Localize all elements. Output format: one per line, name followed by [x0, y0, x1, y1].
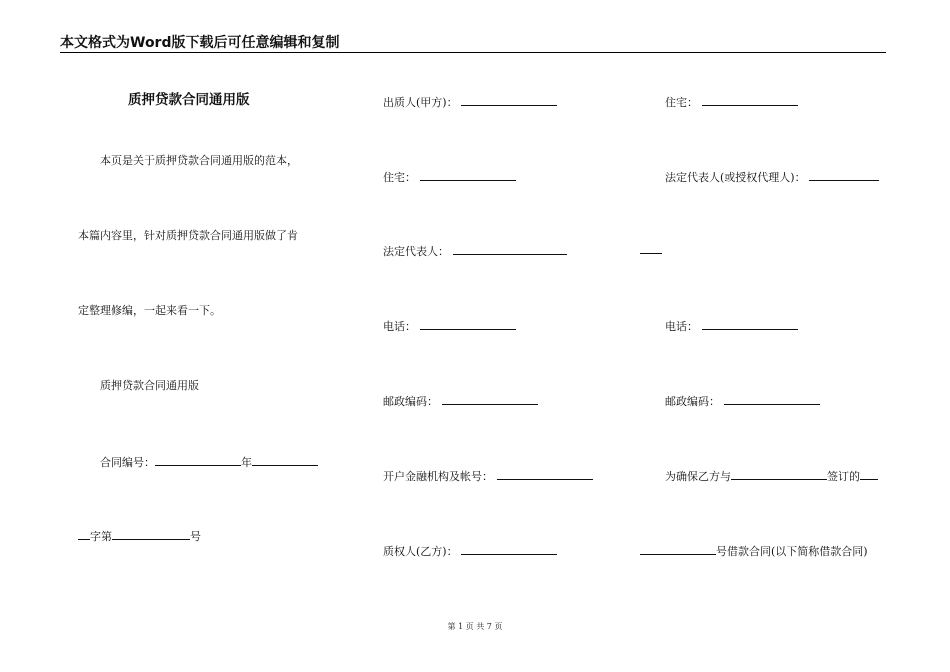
pledgee-postcode-label: 邮政编码： — [665, 395, 720, 408]
pledgor-legal-rep-row — [383, 243, 567, 259]
pledgee-residence-row — [665, 94, 798, 110]
pledgor-phone-blank — [420, 318, 516, 330]
page-number: 第 1 页 共 7 页 — [447, 622, 503, 631]
document-header: 本文格式为Word版下载后可任意编辑和复制 — [60, 35, 340, 51]
pledgor-blank — [461, 94, 557, 106]
pledgee-label: 质权人(乙方)： — [383, 545, 458, 558]
pledgee-phone-label: 电话： — [665, 320, 698, 333]
pledgor-phone-row — [383, 318, 516, 334]
pledgor-postcode-label: 邮政编码： — [383, 395, 438, 408]
ensure-clause-row — [665, 468, 878, 484]
pledgor-postcode-blank — [442, 393, 538, 405]
pledgee-residence-blank — [702, 94, 798, 106]
pledgor-postcode-row — [383, 393, 538, 409]
year-blank — [252, 454, 318, 466]
zi-di-blank — [112, 528, 190, 540]
pledgor-row — [383, 94, 557, 110]
ensure-suffix: 签订的 — [827, 470, 860, 483]
intro-line-2: 本篇内容里，针对质押贷款合同通用版做了肯 — [78, 229, 298, 242]
pledgee-blank — [461, 543, 557, 555]
pledgee-postcode-row — [665, 393, 820, 409]
pledgor-label: 出质人(甲方)： — [383, 96, 458, 109]
document-title: 质押贷款合同通用版 — [128, 92, 250, 108]
loan-contract-number-blank — [640, 543, 716, 555]
pledgee-legal-rep-row — [665, 169, 879, 185]
pledgee-phone-blank — [702, 318, 798, 330]
ensure-party-blank — [731, 468, 827, 480]
loan-contract-row — [640, 543, 868, 559]
pledgor-residence-row — [383, 169, 516, 185]
contract-number-blank — [155, 454, 241, 466]
ensure-tail-blank — [860, 468, 878, 480]
pledgor-bank-label: 开户金融机构及帐号： — [383, 470, 493, 483]
pledgor-residence-label: 住宅： — [383, 171, 416, 184]
pledgor-legal-rep-blank — [453, 243, 567, 255]
pledgee-row — [383, 543, 557, 559]
pledgor-bank-blank — [497, 468, 593, 480]
continuation-blank — [640, 253, 662, 254]
contract-number-row — [100, 454, 318, 470]
pledgor-legal-rep-label: 法定代表人： — [383, 245, 449, 258]
header-divider — [60, 52, 886, 53]
pledgee-residence-label: 住宅： — [665, 96, 698, 109]
pledgee-phone-row — [665, 318, 798, 334]
contract-number-label: 合同编号： — [100, 456, 155, 469]
pledgee-legal-rep-blank — [809, 169, 879, 181]
pledgee-postcode-blank — [724, 393, 820, 405]
contract-subtitle: 质押贷款合同通用版 — [100, 379, 199, 392]
pledgee-legal-rep-label: 法定代表人(或授权代理人)： — [665, 171, 806, 184]
zi-di-label: 字第 — [90, 530, 112, 543]
ensure-prefix: 为确保乙方与 — [665, 470, 731, 483]
pledgor-phone-label: 电话： — [383, 320, 416, 333]
hao-label: 号 — [190, 530, 201, 543]
contract-zi-row — [78, 528, 201, 544]
pledgor-bank-row — [383, 468, 593, 484]
year-label: 年 — [241, 456, 252, 469]
intro-line-3: 定整理修编，一起来看一下。 — [78, 304, 221, 317]
intro-line-1: 本页是关于质押贷款合同通用版的范本， — [100, 154, 298, 167]
loan-contract-text: 号借款合同(以下简称借款合同) — [716, 545, 868, 558]
zi-prefix-blank — [78, 528, 90, 540]
pledgor-residence-blank — [420, 169, 516, 181]
